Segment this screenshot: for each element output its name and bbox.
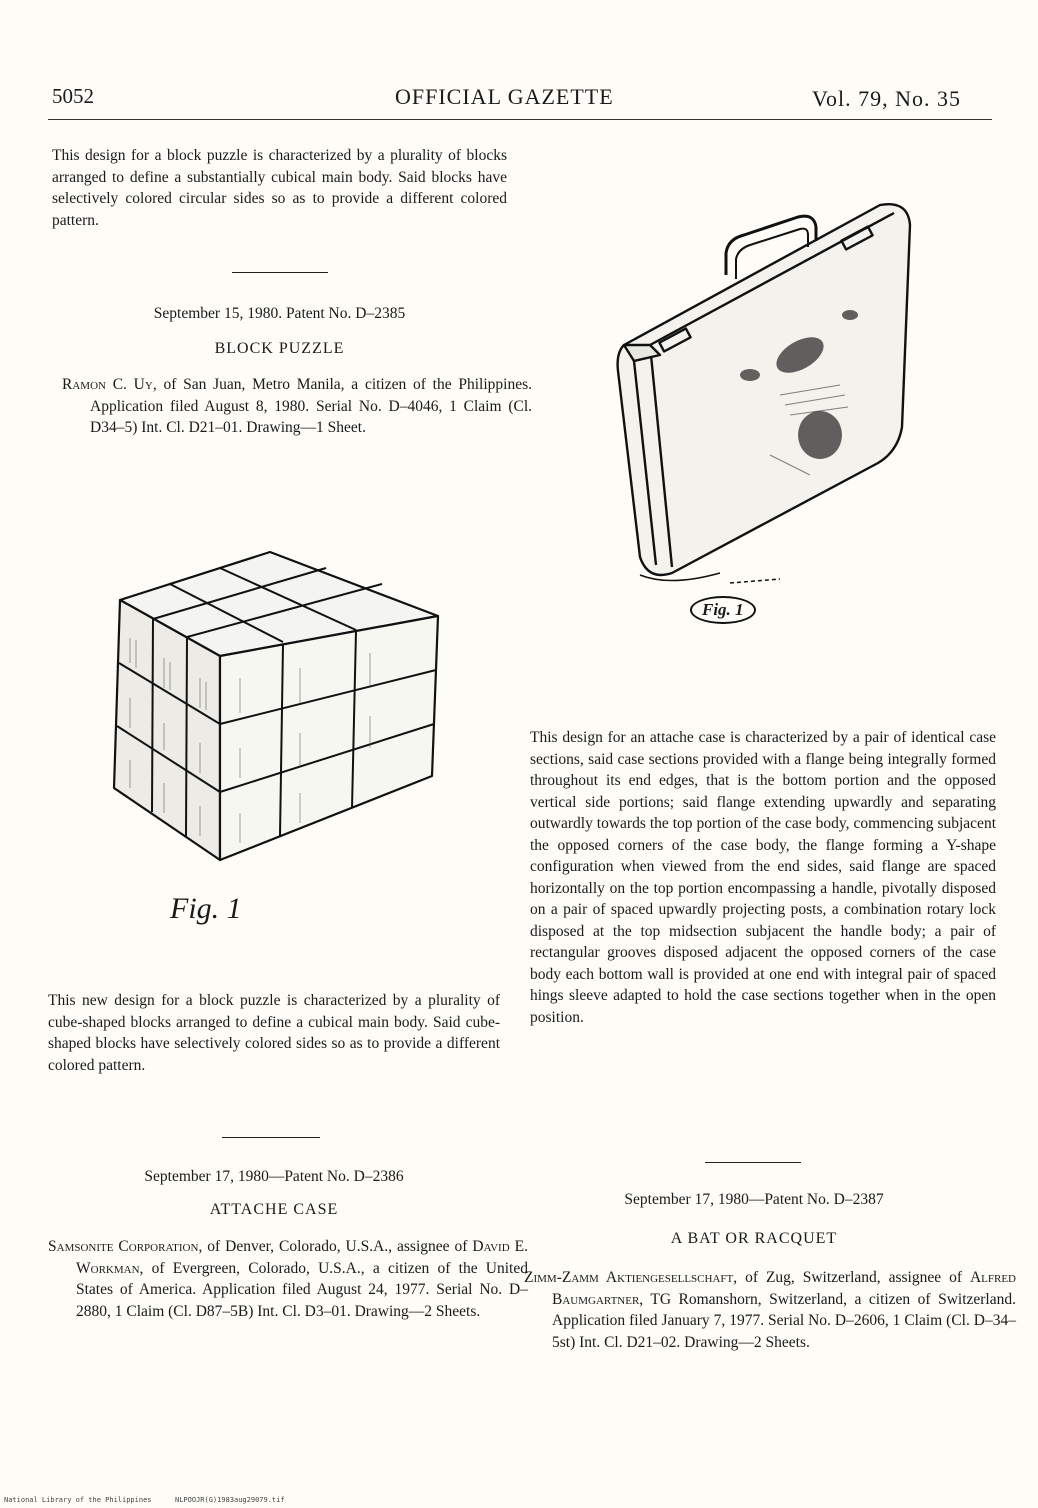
page-number: 5052 (52, 84, 94, 108)
patent-heading: BLOCK PUZZLE (214, 340, 345, 357)
figure-label: Fig. 1 (170, 892, 242, 925)
assignee-name: Samsonite Corporation (48, 1238, 199, 1255)
inventor-name: Ramon C. Uy (62, 376, 153, 393)
patent-heading: ATTACHE CASE (209, 1201, 339, 1218)
patent-entry-text: , TG Romanshorn, Switzerland, a citizen of Switzerland. Application filed January 7, 1977. Serial No. D–2606, 1 Claim (Cl. D–34–5st) Int. Cl. D21–02. Drawing—2 Sheets. (552, 1290, 1016, 1351)
section-divider (705, 1162, 801, 1163)
intro-paragraph: This design for a block puzzle is characterized by a plurality of blocks arranged to define a substantially cubical main body. Said blocks have selectively colored circular sides so as to provide a different colored pattern. (52, 147, 507, 229)
footer-library: National Library of the Philippines (4, 1496, 152, 1504)
patent-entry (524, 1267, 1016, 1353)
block-puzzle-figure (100, 538, 450, 868)
patent-dateline: September 17, 1980—Patent No. D–2387 (624, 1191, 884, 1208)
patent-entry-text: , of Zug, Switzerland, assignee of (733, 1269, 970, 1286)
patent-entry (48, 1236, 528, 1322)
volume-number: Vol. 79, No. 35 (812, 86, 962, 111)
section-divider (232, 272, 328, 273)
attache-case-figure (610, 195, 920, 625)
patent-entry-text: , of San Juan, Metro Manila, a citizen of the Philippines. Application filed August 8, 1980. Serial No. D–4046, 1 Claim (Cl. D34–5) Int. Cl. D21–01. Drawing—1 Sheet. (90, 376, 532, 436)
figure-label: Fig. 1 (690, 596, 756, 624)
inventor-name: Alfred Baumgartner (552, 1269, 1016, 1308)
patent-dateline: September 17, 1980—Patent No. D–2386 (144, 1168, 404, 1185)
patent-dateline: September 15, 1980. Patent No. D–2385 (153, 305, 406, 322)
patent-heading: A BAT OR RACQUET (670, 1230, 838, 1247)
assignee-name: Zimm-Zamm Aktiengesellschaft (524, 1269, 734, 1286)
patent-entry (62, 374, 532, 439)
publication-title: OFFICIAL GAZETTE (395, 84, 614, 109)
patent-entry-text: , of Evergreen, Colorado, U.S.A., a citizen of the United States of America. Application filed August 24, 1977. Serial No. D–2880, 1 Claim (Cl. D87–5B) Int. Cl. D3–01. Drawing—2 Sheets. (76, 1259, 528, 1320)
footer-filename: NLPOOJR(G)1983aug29079.tif (175, 1496, 285, 1504)
description-paragraph: This design for an attache case is characterized by a pair of identical case sections, said case sections provided with a flange being integrally formed throughout its end edges, that is the bottom portion and the opposed vertical side portions; said flange extending upwardly and separating outwardly towards the top portion of the case body, commencing subjacent the opposed corners of the case body, the flange forming a Y-shape configuration when viewed from the end sides, said flange are spaced horizontally on the top portion encompassing a handle, pivotally disposed on a pair of spaced upwardly projecting posts, a combination rotary lock disposed at the top midsection subjacent the handle body; a pair of rectangular grooves disposed adjacent the opposed corners of the case body each bottom wall is provided at one end with integral pair of spaced hings sleeve adapted to hold the case sections together when in the open position. (530, 729, 996, 1026)
section-divider (222, 1137, 320, 1138)
inventor-name: David E. Workman (76, 1238, 528, 1277)
patent-entry-text: , of Denver, Colorado, U.S.A., assignee of (198, 1238, 473, 1255)
description-paragraph: This new design for a block puzzle is characterized by a plurality of cube-shaped blocks arranged to define a cubical main body. Said cube-shaped blocks have selectively colored sides so as to provide a different colored pattern. (48, 992, 500, 1074)
header-rule (48, 119, 992, 120)
